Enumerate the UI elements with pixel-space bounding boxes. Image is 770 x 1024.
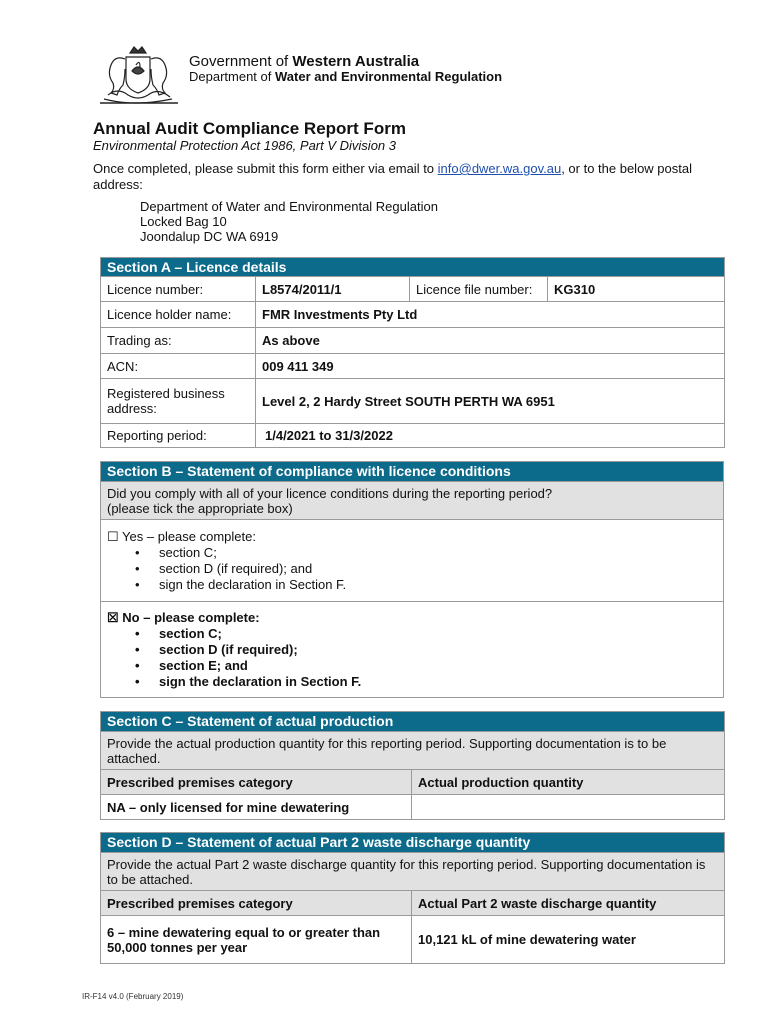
section-d-table <box>100 832 725 964</box>
list-item: • section D (if required); <box>159 642 717 658</box>
coat-of-arms-logo <box>92 43 184 109</box>
acn-value: 009 411 349 <box>256 354 725 379</box>
section-b-heading: Section B – Statement of compliance with licence conditions <box>101 462 724 482</box>
email-link[interactable]: info@dwer.wa.gov.au <box>437 161 562 176</box>
form-subtitle: Environmental Protection Act 1986, Part V Division 3 <box>93 138 396 153</box>
section-d-instruction: Provide the actual Part 2 waste discharge quantity for this reporting period. Supporting documentation is to be attached. <box>101 853 725 891</box>
quantity-cell[interactable] <box>412 795 725 820</box>
licence-file-label: Licence file number: <box>410 277 548 302</box>
department-name: Department of Water and Environmental Regulation <box>189 69 503 84</box>
coat-of-arms-icon <box>92 43 184 109</box>
section-c-table <box>100 711 725 820</box>
no-checkbox[interactable]: ☒ <box>107 609 119 625</box>
yes-option <box>101 520 724 602</box>
trading-value: As above <box>256 328 725 354</box>
list-item: • sign the declaration in Section F. <box>159 674 717 690</box>
licence-file-value: KG310 <box>548 277 725 302</box>
address-line: Joondalup DC WA 6919 <box>140 229 279 244</box>
address-line: Department of Water and Environmental Regulation <box>140 199 438 214</box>
category-cell: 6 – mine dewatering equal to or greater than 50,000 tonnes per year <box>101 916 412 964</box>
period-value: 1/4/2021 to 31/3/2022 <box>256 424 725 448</box>
section-c-instruction: Provide the actual production quantity for this reporting period. Supporting documentation is to be attached. <box>101 732 725 770</box>
column-header: Actual production quantity <box>412 770 725 795</box>
section-c-heading: Section C – Statement of actual production <box>101 712 725 732</box>
no-option <box>101 602 724 698</box>
licence-number-label: Licence number: <box>101 277 256 302</box>
category-cell: NA – only licensed for mine dewatering <box>101 795 412 820</box>
address-label: Registered business address: <box>101 379 256 424</box>
acn-label: ACN: <box>101 354 256 379</box>
holder-value: FMR Investments Pty Ltd <box>256 302 725 328</box>
yes-checkbox[interactable]: ☐ <box>107 528 119 544</box>
licence-number-value: L8574/2011/1 <box>256 277 410 302</box>
section-a-heading: Section A – Licence details <box>101 258 725 277</box>
list-item: • section C; <box>159 626 717 642</box>
section-a-table <box>100 257 725 448</box>
postal-address <box>140 199 438 244</box>
address-line: Locked Bag 10 <box>140 214 227 229</box>
section-b-table <box>100 461 724 698</box>
list-item: • section C; <box>159 545 717 561</box>
period-label: Reporting period: <box>101 424 256 448</box>
section-b-question: Did you comply with all of your licence conditions during the reporting period? (please tick the appropriate box) <box>101 482 724 520</box>
list-item: • section E; and <box>159 658 717 674</box>
trading-label: Trading as: <box>101 328 256 354</box>
list-item: • section D (if required); and <box>159 561 717 577</box>
column-header: Prescribed premises category <box>101 891 412 916</box>
column-header: Actual Part 2 waste discharge quantity <box>412 891 725 916</box>
intro-paragraph: Once completed, please submit this form either via email to info@dwer.wa.gov.au, or to the below postal address: <box>93 161 692 192</box>
yes-label: Yes – please complete: <box>122 528 256 544</box>
form-title: Annual Audit Compliance Report Form <box>93 119 406 138</box>
column-header: Prescribed premises category <box>101 770 412 795</box>
list-item: • sign the declaration in Section F. <box>159 577 717 593</box>
footer-version: IR-F14 v4.0 (February 2019) <box>82 992 184 1001</box>
address-value: Level 2, 2 Hardy Street SOUTH PERTH WA 6951 <box>256 379 725 424</box>
holder-label: Licence holder name: <box>101 302 256 328</box>
no-label: No – please complete: <box>122 609 260 625</box>
quantity-cell: 10,121 kL of mine dewatering water <box>412 916 725 964</box>
government-name: Government of Western Australia <box>189 53 420 70</box>
section-d-heading: Section D – Statement of actual Part 2 waste discharge quantity <box>101 833 725 853</box>
